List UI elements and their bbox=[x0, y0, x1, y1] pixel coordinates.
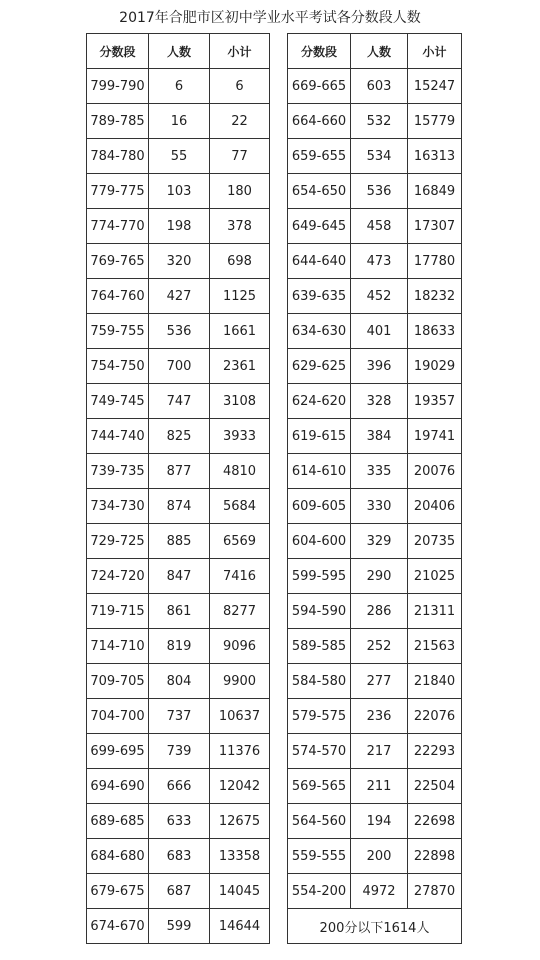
cell-subtotal: 21025 bbox=[408, 559, 462, 594]
table-row bbox=[288, 104, 462, 139]
cell-score-range: 744-740 bbox=[87, 419, 149, 454]
cell-count: 329 bbox=[351, 524, 408, 559]
cell-count: 16 bbox=[149, 104, 210, 139]
cell-score-range: 584-580 bbox=[288, 664, 351, 699]
cell-subtotal: 17307 bbox=[408, 209, 462, 244]
cell-score-range: 749-745 bbox=[87, 384, 149, 419]
cell-subtotal: 9900 bbox=[210, 664, 270, 699]
table-row bbox=[87, 839, 270, 874]
cell-score-range: 699-695 bbox=[87, 734, 149, 769]
cell-subtotal: 14644 bbox=[210, 909, 270, 944]
cell-subtotal: 9096 bbox=[210, 629, 270, 664]
cell-count: 277 bbox=[351, 664, 408, 699]
cell-count: 874 bbox=[149, 489, 210, 524]
cell-count: 532 bbox=[351, 104, 408, 139]
table-row bbox=[288, 209, 462, 244]
cell-count: 330 bbox=[351, 489, 408, 524]
cell-subtotal: 22898 bbox=[408, 839, 462, 874]
cell-subtotal: 22504 bbox=[408, 769, 462, 804]
cell-count: 217 bbox=[351, 734, 408, 769]
table-row bbox=[288, 804, 462, 839]
table-row bbox=[87, 209, 270, 244]
header-score-range: 分数段 bbox=[87, 34, 149, 69]
table-row bbox=[288, 699, 462, 734]
cell-score-range: 709-705 bbox=[87, 664, 149, 699]
cell-count: 825 bbox=[149, 419, 210, 454]
cell-score-range: 644-640 bbox=[288, 244, 351, 279]
cell-count: 320 bbox=[149, 244, 210, 279]
cell-score-range: 764-760 bbox=[87, 279, 149, 314]
cell-count: 473 bbox=[351, 244, 408, 279]
cell-subtotal: 5684 bbox=[210, 489, 270, 524]
cell-score-range: 784-780 bbox=[87, 139, 149, 174]
cell-score-range: 719-715 bbox=[87, 594, 149, 629]
table-row bbox=[288, 524, 462, 559]
cell-score-range: 769-765 bbox=[87, 244, 149, 279]
cell-subtotal: 21311 bbox=[408, 594, 462, 629]
table-row bbox=[288, 769, 462, 804]
cell-score-range: 664-660 bbox=[288, 104, 351, 139]
table-row bbox=[288, 384, 462, 419]
cell-subtotal: 1125 bbox=[210, 279, 270, 314]
table-row bbox=[288, 174, 462, 209]
cell-count: 861 bbox=[149, 594, 210, 629]
cell-count: 401 bbox=[351, 314, 408, 349]
score-table-right bbox=[287, 33, 462, 944]
cell-subtotal: 18633 bbox=[408, 314, 462, 349]
cell-count: 877 bbox=[149, 454, 210, 489]
cell-subtotal: 16849 bbox=[408, 174, 462, 209]
cell-score-range: 569-565 bbox=[288, 769, 351, 804]
cell-count: 6 bbox=[149, 69, 210, 104]
cell-subtotal: 1661 bbox=[210, 314, 270, 349]
table-row bbox=[87, 559, 270, 594]
table-row bbox=[87, 454, 270, 489]
cell-subtotal: 22293 bbox=[408, 734, 462, 769]
cell-subtotal: 20406 bbox=[408, 489, 462, 524]
table-row bbox=[87, 139, 270, 174]
cell-score-range: 679-675 bbox=[87, 874, 149, 909]
cell-count: 666 bbox=[149, 769, 210, 804]
cell-subtotal: 21840 bbox=[408, 664, 462, 699]
cell-score-range: 789-785 bbox=[87, 104, 149, 139]
table-row bbox=[87, 104, 270, 139]
cell-score-range: 624-620 bbox=[288, 384, 351, 419]
cell-score-range: 799-790 bbox=[87, 69, 149, 104]
cell-subtotal: 8277 bbox=[210, 594, 270, 629]
table-row bbox=[87, 909, 270, 944]
cell-score-range: 734-730 bbox=[87, 489, 149, 524]
cell-subtotal: 77 bbox=[210, 139, 270, 174]
table-row bbox=[288, 734, 462, 769]
cell-count: 328 bbox=[351, 384, 408, 419]
cell-subtotal: 22076 bbox=[408, 699, 462, 734]
cell-subtotal: 14045 bbox=[210, 874, 270, 909]
cell-subtotal: 17780 bbox=[408, 244, 462, 279]
table-row bbox=[288, 454, 462, 489]
header-score-range: 分数段 bbox=[288, 34, 351, 69]
table-row bbox=[87, 279, 270, 314]
cell-score-range: 669-665 bbox=[288, 69, 351, 104]
cell-count: 458 bbox=[351, 209, 408, 244]
cell-subtotal: 12042 bbox=[210, 769, 270, 804]
score-table-left-body bbox=[87, 69, 270, 944]
table-row bbox=[87, 594, 270, 629]
table-row bbox=[288, 664, 462, 699]
cell-subtotal: 20076 bbox=[408, 454, 462, 489]
table-row bbox=[87, 874, 270, 909]
cell-score-range: 779-775 bbox=[87, 174, 149, 209]
cell-score-range: 559-555 bbox=[288, 839, 351, 874]
table-row bbox=[87, 629, 270, 664]
cell-count: 683 bbox=[149, 839, 210, 874]
cell-score-range: 704-700 bbox=[87, 699, 149, 734]
table-row bbox=[87, 384, 270, 419]
cell-score-range: 649-645 bbox=[288, 209, 351, 244]
cell-count: 427 bbox=[149, 279, 210, 314]
cell-subtotal: 698 bbox=[210, 244, 270, 279]
cell-count: 747 bbox=[149, 384, 210, 419]
cell-subtotal: 22698 bbox=[408, 804, 462, 839]
cell-subtotal: 12675 bbox=[210, 804, 270, 839]
cell-score-range: 684-680 bbox=[87, 839, 149, 874]
table-row bbox=[288, 559, 462, 594]
cell-count: 198 bbox=[149, 209, 210, 244]
cell-score-range: 659-655 bbox=[288, 139, 351, 174]
table-row bbox=[288, 349, 462, 384]
table-row bbox=[87, 69, 270, 104]
cell-subtotal: 19029 bbox=[408, 349, 462, 384]
cell-count: 536 bbox=[351, 174, 408, 209]
cell-score-range: 594-590 bbox=[288, 594, 351, 629]
cell-score-range: 599-595 bbox=[288, 559, 351, 594]
cell-score-range: 759-755 bbox=[87, 314, 149, 349]
cell-subtotal: 378 bbox=[210, 209, 270, 244]
cell-subtotal: 18232 bbox=[408, 279, 462, 314]
cell-count: 847 bbox=[149, 559, 210, 594]
table-row bbox=[87, 734, 270, 769]
cell-count: 599 bbox=[149, 909, 210, 944]
table-row bbox=[87, 769, 270, 804]
page-title: 2017年合肥市区初中学业水平考试各分数段人数 bbox=[119, 10, 421, 26]
table-row bbox=[87, 804, 270, 839]
cell-score-range: 554-200 bbox=[288, 874, 351, 909]
table-row bbox=[87, 314, 270, 349]
cell-score-range: 604-600 bbox=[288, 524, 351, 559]
table-row bbox=[288, 839, 462, 874]
cell-subtotal: 10637 bbox=[210, 699, 270, 734]
cell-score-range: 564-560 bbox=[288, 804, 351, 839]
cell-score-range: 774-770 bbox=[87, 209, 149, 244]
table-header-row bbox=[87, 34, 270, 69]
cell-score-range: 574-570 bbox=[288, 734, 351, 769]
cell-subtotal: 19741 bbox=[408, 419, 462, 454]
cell-count: 252 bbox=[351, 629, 408, 664]
cell-count: 603 bbox=[351, 69, 408, 104]
cell-count: 396 bbox=[351, 349, 408, 384]
cell-count: 700 bbox=[149, 349, 210, 384]
cell-score-range: 609-605 bbox=[288, 489, 351, 524]
cell-score-range: 639-635 bbox=[288, 279, 351, 314]
table-row bbox=[87, 419, 270, 454]
score-table-right-body bbox=[288, 69, 462, 909]
cell-count: 804 bbox=[149, 664, 210, 699]
table-row bbox=[288, 489, 462, 524]
cell-subtotal: 11376 bbox=[210, 734, 270, 769]
table-row bbox=[288, 419, 462, 454]
cell-count: 452 bbox=[351, 279, 408, 314]
cell-count: 885 bbox=[149, 524, 210, 559]
header-subtotal: 小计 bbox=[210, 34, 270, 69]
cell-subtotal: 16313 bbox=[408, 139, 462, 174]
cell-count: 384 bbox=[351, 419, 408, 454]
table-row bbox=[288, 314, 462, 349]
cell-count: 286 bbox=[351, 594, 408, 629]
cell-count: 103 bbox=[149, 174, 210, 209]
header-subtotal: 小计 bbox=[408, 34, 462, 69]
cell-subtotal: 27870 bbox=[408, 874, 462, 909]
cell-score-range: 629-625 bbox=[288, 349, 351, 384]
cell-count: 819 bbox=[149, 629, 210, 664]
cell-subtotal: 2361 bbox=[210, 349, 270, 384]
cell-count: 335 bbox=[351, 454, 408, 489]
table-row bbox=[87, 349, 270, 384]
cell-score-range: 589-585 bbox=[288, 629, 351, 664]
cell-subtotal: 20735 bbox=[408, 524, 462, 559]
table-row bbox=[87, 664, 270, 699]
table-header-row bbox=[288, 34, 462, 69]
cell-score-range: 654-650 bbox=[288, 174, 351, 209]
cell-count: 290 bbox=[351, 559, 408, 594]
table-row bbox=[288, 594, 462, 629]
cell-score-range: 579-575 bbox=[288, 699, 351, 734]
cell-count: 211 bbox=[351, 769, 408, 804]
cell-subtotal: 180 bbox=[210, 174, 270, 209]
cell-count: 737 bbox=[149, 699, 210, 734]
cell-subtotal: 15247 bbox=[408, 69, 462, 104]
cell-subtotal: 3933 bbox=[210, 419, 270, 454]
table-row bbox=[288, 279, 462, 314]
score-table-left bbox=[86, 33, 270, 944]
cell-score-range: 714-710 bbox=[87, 629, 149, 664]
cell-count: 687 bbox=[149, 874, 210, 909]
footnote-row bbox=[288, 909, 462, 944]
cell-subtotal: 19357 bbox=[408, 384, 462, 419]
table-row bbox=[87, 699, 270, 734]
header-count: 人数 bbox=[149, 34, 210, 69]
table-row bbox=[288, 244, 462, 279]
below-200-note: 200分以下1614人 bbox=[288, 909, 462, 944]
cell-subtotal: 6569 bbox=[210, 524, 270, 559]
cell-subtotal: 6 bbox=[210, 69, 270, 104]
cell-count: 633 bbox=[149, 804, 210, 839]
cell-count: 534 bbox=[351, 139, 408, 174]
header-count: 人数 bbox=[351, 34, 408, 69]
cell-subtotal: 15779 bbox=[408, 104, 462, 139]
cell-subtotal: 7416 bbox=[210, 559, 270, 594]
cell-score-range: 614-610 bbox=[288, 454, 351, 489]
table-row bbox=[87, 489, 270, 524]
table-row bbox=[87, 174, 270, 209]
cell-subtotal: 22 bbox=[210, 104, 270, 139]
table-row bbox=[288, 629, 462, 664]
table-row bbox=[288, 69, 462, 104]
cell-count: 536 bbox=[149, 314, 210, 349]
cell-subtotal: 3108 bbox=[210, 384, 270, 419]
cell-score-range: 694-690 bbox=[87, 769, 149, 804]
cell-count: 55 bbox=[149, 139, 210, 174]
cell-score-range: 634-630 bbox=[288, 314, 351, 349]
table-row bbox=[87, 524, 270, 559]
cell-subtotal: 21563 bbox=[408, 629, 462, 664]
cell-score-range: 729-725 bbox=[87, 524, 149, 559]
cell-count: 4972 bbox=[351, 874, 408, 909]
cell-count: 236 bbox=[351, 699, 408, 734]
cell-score-range: 739-735 bbox=[87, 454, 149, 489]
cell-subtotal: 13358 bbox=[210, 839, 270, 874]
cell-score-range: 619-615 bbox=[288, 419, 351, 454]
cell-score-range: 689-685 bbox=[87, 804, 149, 839]
cell-score-range: 724-720 bbox=[87, 559, 149, 594]
table-row bbox=[87, 244, 270, 279]
cell-score-range: 674-670 bbox=[87, 909, 149, 944]
table-row bbox=[288, 139, 462, 174]
cell-score-range: 754-750 bbox=[87, 349, 149, 384]
cell-count: 739 bbox=[149, 734, 210, 769]
cell-count: 200 bbox=[351, 839, 408, 874]
cell-subtotal: 4810 bbox=[210, 454, 270, 489]
cell-count: 194 bbox=[351, 804, 408, 839]
table-row bbox=[288, 874, 462, 909]
